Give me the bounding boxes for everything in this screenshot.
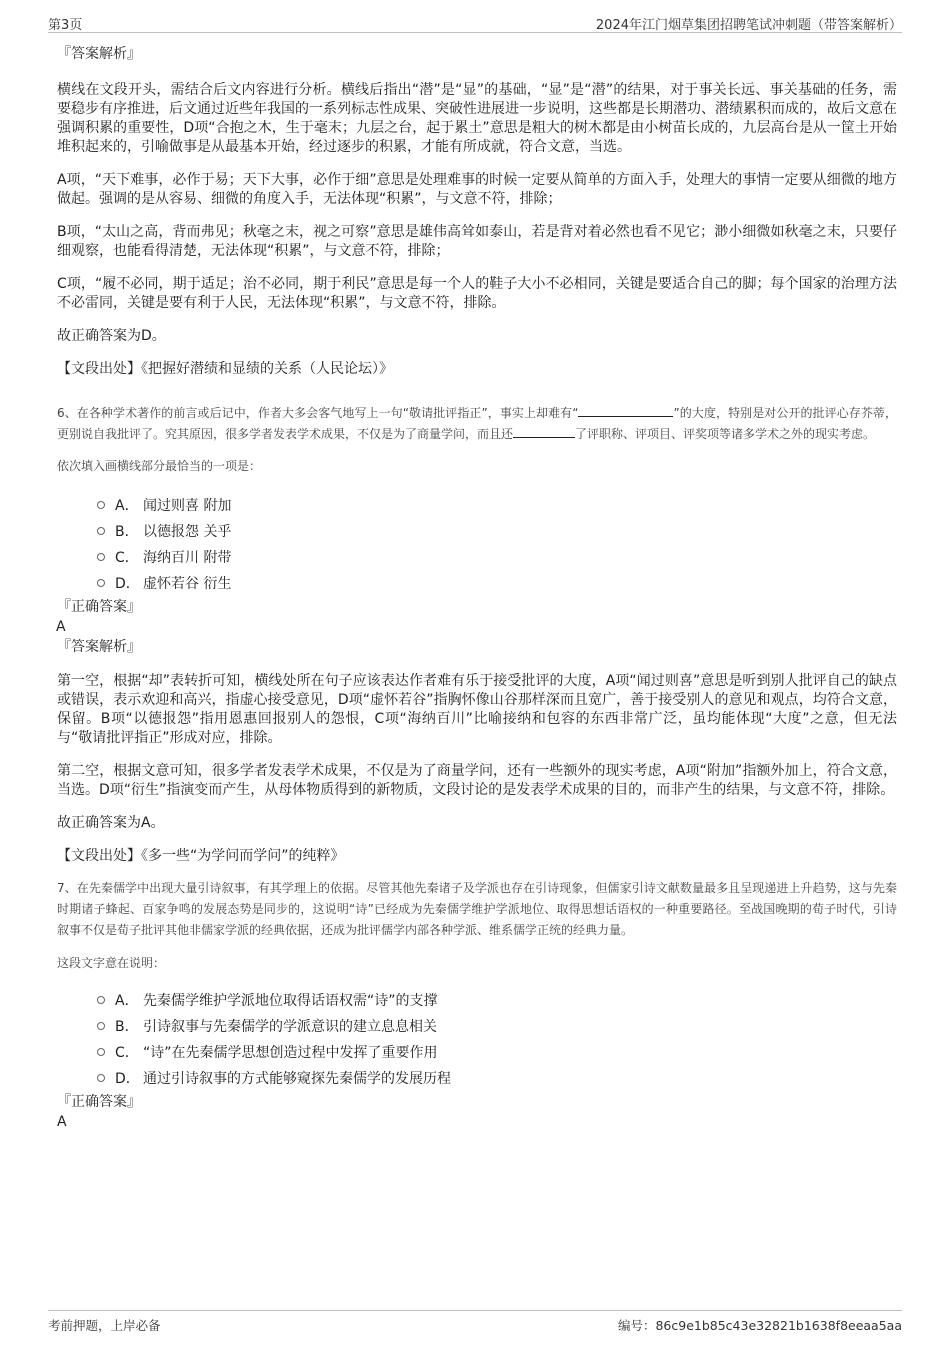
page-footer xyxy=(48,1310,902,1335)
q6-stem: 6、在各种学术著作的前言或后记中，作者大多会客气地写上一句“敬请批评指正”，事实上却难有“ ”的大度，特别是对公开的批评心存芥蒂，更别说自我批评了。究其原因，很多学者发表学术成果，不仅是为了商量学问，而且还 了评职称、评项目、评奖项等诸多学术之外的现实考虑。 xyxy=(57,406,898,441)
q6-option-d[interactable]: D． 虚怀若谷 衍生 xyxy=(57,571,897,597)
page-content xyxy=(57,44,897,1132)
q6-source: 【文段出处】《多一些“为学问而学问”的纯粹》 xyxy=(57,848,345,864)
q7-answer: A xyxy=(57,1114,67,1130)
q6-analysis-paragraph: 第二空，根据文意可知，很多学者发表学术成果，不仅是为了商量学问，还有一些额外的现实考虑，A项“附加”指额外加上，符合文意，当选。D项“衍生”指演变而产生，从母体物质得到的新物质，文段讨论的是发表学术成果的目的，而非产生的结果，与文意不符，排除。 xyxy=(57,763,897,798)
fill-blank xyxy=(513,425,575,438)
radio-icon[interactable] xyxy=(97,1074,105,1082)
page-number: 第3页 xyxy=(48,18,83,33)
q6-answer-label: 『正确答案』 xyxy=(57,599,141,615)
document-id: 编号：86c9e1b85c43e32821b1638f8eeaa5aa xyxy=(617,1318,902,1333)
q5-analysis-label: 『答案解析』 xyxy=(57,46,141,62)
q6-analysis-label: 『答案解析』 xyxy=(57,639,141,655)
q5-source: 【文段出处】《把握好潜绩和显绩的关系（人民论坛）》 xyxy=(57,361,393,377)
q7-option-d[interactable]: D． 通过引诗叙事的方式能够窥探先秦儒学的发展历程 xyxy=(57,1066,897,1092)
q5-analysis-paragraph: A项，“天下难事，必作于易；天下大事，必作于细”意思是处理难事的时候一定要从简单的方面入手，处理大的事情一定要从细微的地方做起。强调的是从容易、细微的角度入手，无法体现“积累”，与文意不符，排除； xyxy=(57,172,897,207)
radio-icon[interactable] xyxy=(97,527,105,535)
document-title: 2024年江门烟草集团招聘笔试冲刺题（带答案解析） xyxy=(595,18,902,33)
q6-option-a[interactable]: A． 闻过则喜 附加 xyxy=(57,493,897,519)
q7-option-b[interactable]: B． 引诗叙事与先秦儒学的学派意识的建立息息相关 xyxy=(57,1014,897,1040)
fill-blank xyxy=(578,404,673,417)
q6-analysis-paragraph: 第一空，根据“却”表转折可知，横线处所在句子应该表达作者难有乐于接受批评的大度，A项“闻过则喜”意思是听到别人批评自己的缺点或错误，表示欢迎和高兴，指虚心接受意见，D项“虚怀若谷”指胸怀像山谷那样深而且宽广，善于接受别人的意见和观点，均符合文意，保留。B项“以德报怨”指用恩惠回报别人的怨恨，C项“海纳百川”比喻接纳和包容的东西非常广泛，虽均能体现“大度”之意，但无法与“敬请批评指正”形成对应，排除。 xyxy=(57,673,897,746)
q6-options xyxy=(57,493,897,597)
q7-prompt: 这段文字意在说明： xyxy=(57,956,166,970)
radio-icon[interactable] xyxy=(97,996,105,1004)
q7-option-c[interactable]: C． “诗”在先秦儒学思想创造过程中发挥了重要作用 xyxy=(57,1040,897,1066)
q6-option-c[interactable]: C． 海纳百川 附带 xyxy=(57,545,897,571)
q6-answer: A xyxy=(56,619,66,635)
q7-answer-label: 『正确答案』 xyxy=(57,1094,141,1110)
q5-analysis-paragraph: C项，“履不必同，期于适足；治不必同，期于利民”意思是每一个人的鞋子大小不必相同，关键是要适合自己的脚；每个国家的治理方法不必雷同，关键是要有利于人民，无法体现“积累”，与文意不符，排除。 xyxy=(57,276,897,311)
footer-slogan: 考前押题，上岸必备 xyxy=(48,1318,161,1333)
radio-icon[interactable] xyxy=(97,553,105,561)
q5-analysis-paragraph: B项，“太山之高，背而弗见；秋毫之末，视之可察”意思是雄伟高耸如泰山，若是背对着必然也看不见它；渺小细微如秋毫之末，只要仔细观察，也能看得清楚，无法体现“积累”，与文意不符，排除； xyxy=(57,224,897,259)
radio-icon[interactable] xyxy=(97,1022,105,1030)
q7-stem: 7、在先秦儒学中出现大量引诗叙事，有其学理上的依据。尽管其他先秦诸子及学派也存在引诗现象，但儒家引诗文献数量最多且呈现递进上升趋势，这与先秦时期诸子蜂起、百家争鸣的发展态势是同步的，这说明“诗”已经成为先秦儒学维护学派地位、取得思想话语权的一种重要路径。至战国晚期的荀子时代，引诗叙事不仅是荀子批评其他非儒家学派的经典依据，还成为批评儒学内部各种学派、维系儒学正统的经典力量。 xyxy=(57,881,897,937)
radio-icon[interactable] xyxy=(97,1048,105,1056)
q7-option-a[interactable]: A． 先秦儒学维护学派地位取得话语权需“诗”的支撑 xyxy=(57,988,897,1014)
q6-prompt: 依次填入画横线部分最恰当的一项是： xyxy=(57,459,262,473)
q7-options xyxy=(57,988,897,1092)
q6-conclusion: 故正确答案为A。 xyxy=(57,815,165,831)
radio-icon[interactable] xyxy=(97,501,105,509)
radio-icon[interactable] xyxy=(97,579,105,587)
q6-option-b[interactable]: B． 以德报怨 关乎 xyxy=(57,519,897,545)
page-header xyxy=(48,10,902,33)
q5-conclusion: 故正确答案为D。 xyxy=(57,328,166,344)
q5-analysis-paragraph: 横线在文段开头，需结合后文内容进行分析。横线后指出“潜”是“显”的基础，“显”是“潜”的结果，对于事关长远、事关基础的任务，需要稳步有序推进，后文通过近些年我国的一系列标志性成果、突破性进展进一步说明，这些都是长期潜功、潜绩累积而成的，故后文意在强调积累的重要性，D项“合抱之木，生于毫末；九层之台，起于累土”意思是粗大的树木都是由小树苗长成的，九层高台是从一筐土开始堆积起来的，引喻做事是从最基本开始，经过逐步的积累，才能有所成就，符合文意，当选。 xyxy=(57,82,897,155)
